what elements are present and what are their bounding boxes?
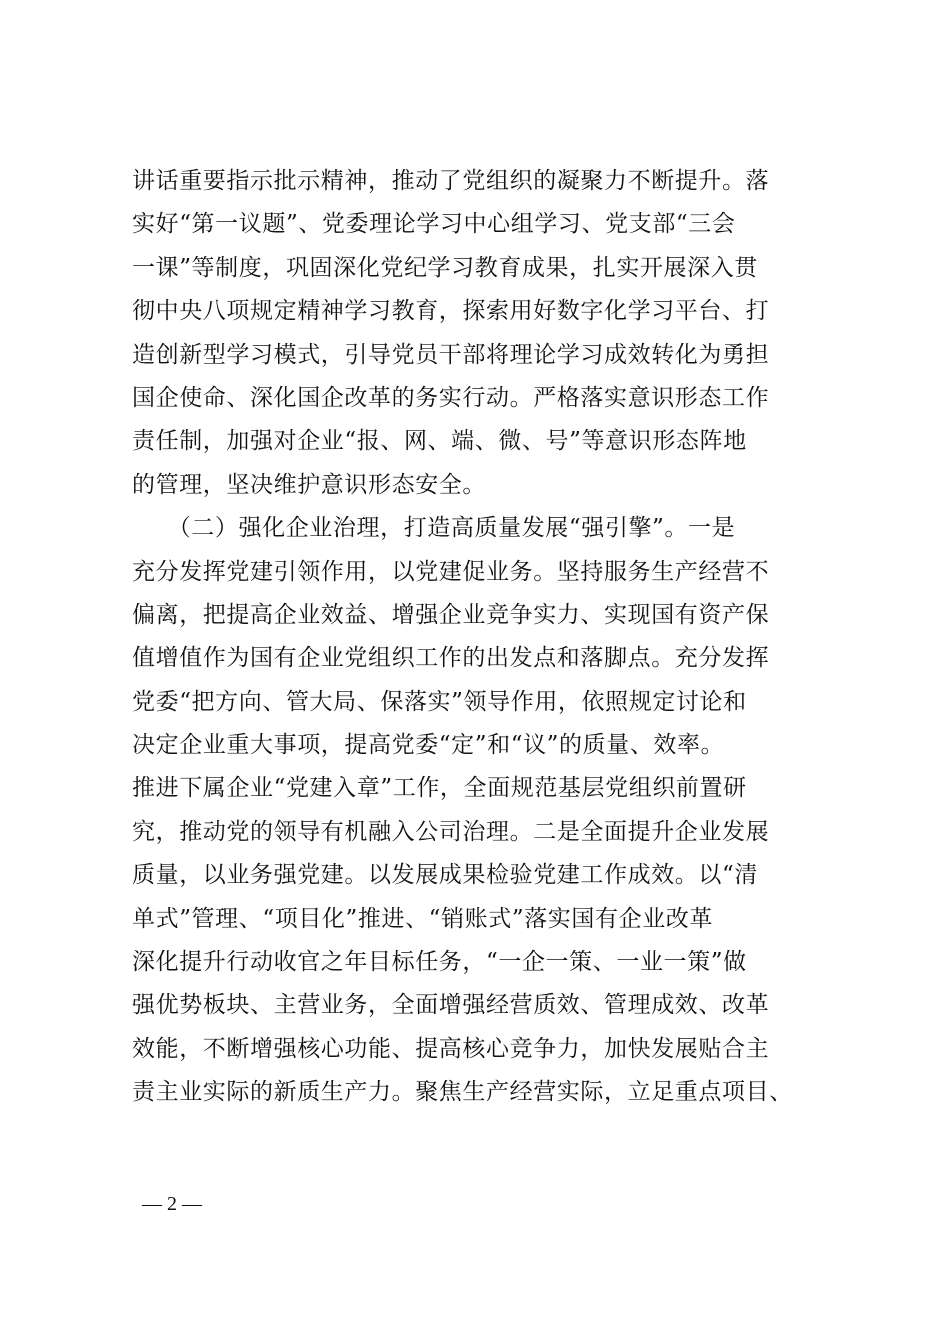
text-line: 质量，以业务强党建。以发展成果检验党建工作成效。以“清: [132, 862, 758, 889]
text-line: 责主业实际的新质生产力。聚焦生产经营实际，立足重点项目、: [132, 1079, 793, 1106]
text-line: 强优势板块、主营业务，全面增强经营质效、管理成效、改革: [132, 992, 770, 1019]
page-number: — 2 —: [142, 1193, 202, 1215]
text-line: 效能，不断增强核心功能、提高核心竞争力，加快发展贴合主: [132, 1035, 770, 1062]
text-line: 一课”等制度，巩固深化党纪学习教育成果，扎实开展深入贯: [132, 254, 758, 281]
text-line: 充分发挥党建引领作用，以党建促业务。坚持服务生产经营不: [132, 558, 770, 585]
text-line: 深化提升行动收官之年目标任务，“一企一策、一业一策”做: [132, 949, 747, 976]
text-line: 决定企业重大事项，提高党委“定”和“议”的质量、效率。: [132, 732, 725, 759]
text-line: 责任制，加强对企业“报、网、端、微、号”等意识形态阵地: [132, 428, 747, 455]
text-line: 实好“第一议题”、党委理论学习中心组学习、党支部“三会: [132, 211, 736, 238]
text-line: 讲话重要指示批示精神，推动了党组织的凝聚力不断提升。落: [132, 168, 770, 194]
text-line: 值增值作为国有企业党组织工作的出发点和落脚点。充分发挥: [132, 645, 770, 672]
text-line: 党委“把方向、管大局、保落实”领导作用，依照规定讨论和: [132, 688, 747, 715]
body-text: [132, 160, 822, 1115]
text-line: 推进下属企业“党建入章”工作，全面规范基层党组织前置研: [132, 775, 747, 802]
text-line: 造创新型学习模式，引导党员干部将理论学习成效转化为勇担: [132, 341, 770, 368]
text-line: 单式”管理、“项目化”推进、“销账式”落实国有企业改革: [132, 905, 713, 932]
text-line: 彻中央八项规定精神学习教育，探索用好数字化学习平台、打: [132, 298, 770, 325]
text-line: 国企使命、深化国企改革的务实行动。严格落实意识形态工作: [132, 384, 770, 411]
text-line: 偏离，把提高企业效益、增强企业竞争实力、实现国有资产保: [132, 601, 770, 628]
text-line: 究，推动党的领导有机融入公司治理。二是全面提升企业发展: [132, 818, 770, 845]
section-heading-line: （二）强化企业治理，打造高质量发展“强引擎”。一是: [132, 515, 736, 542]
text-line: 的管理，坚决维护意识形态安全。: [132, 471, 486, 498]
